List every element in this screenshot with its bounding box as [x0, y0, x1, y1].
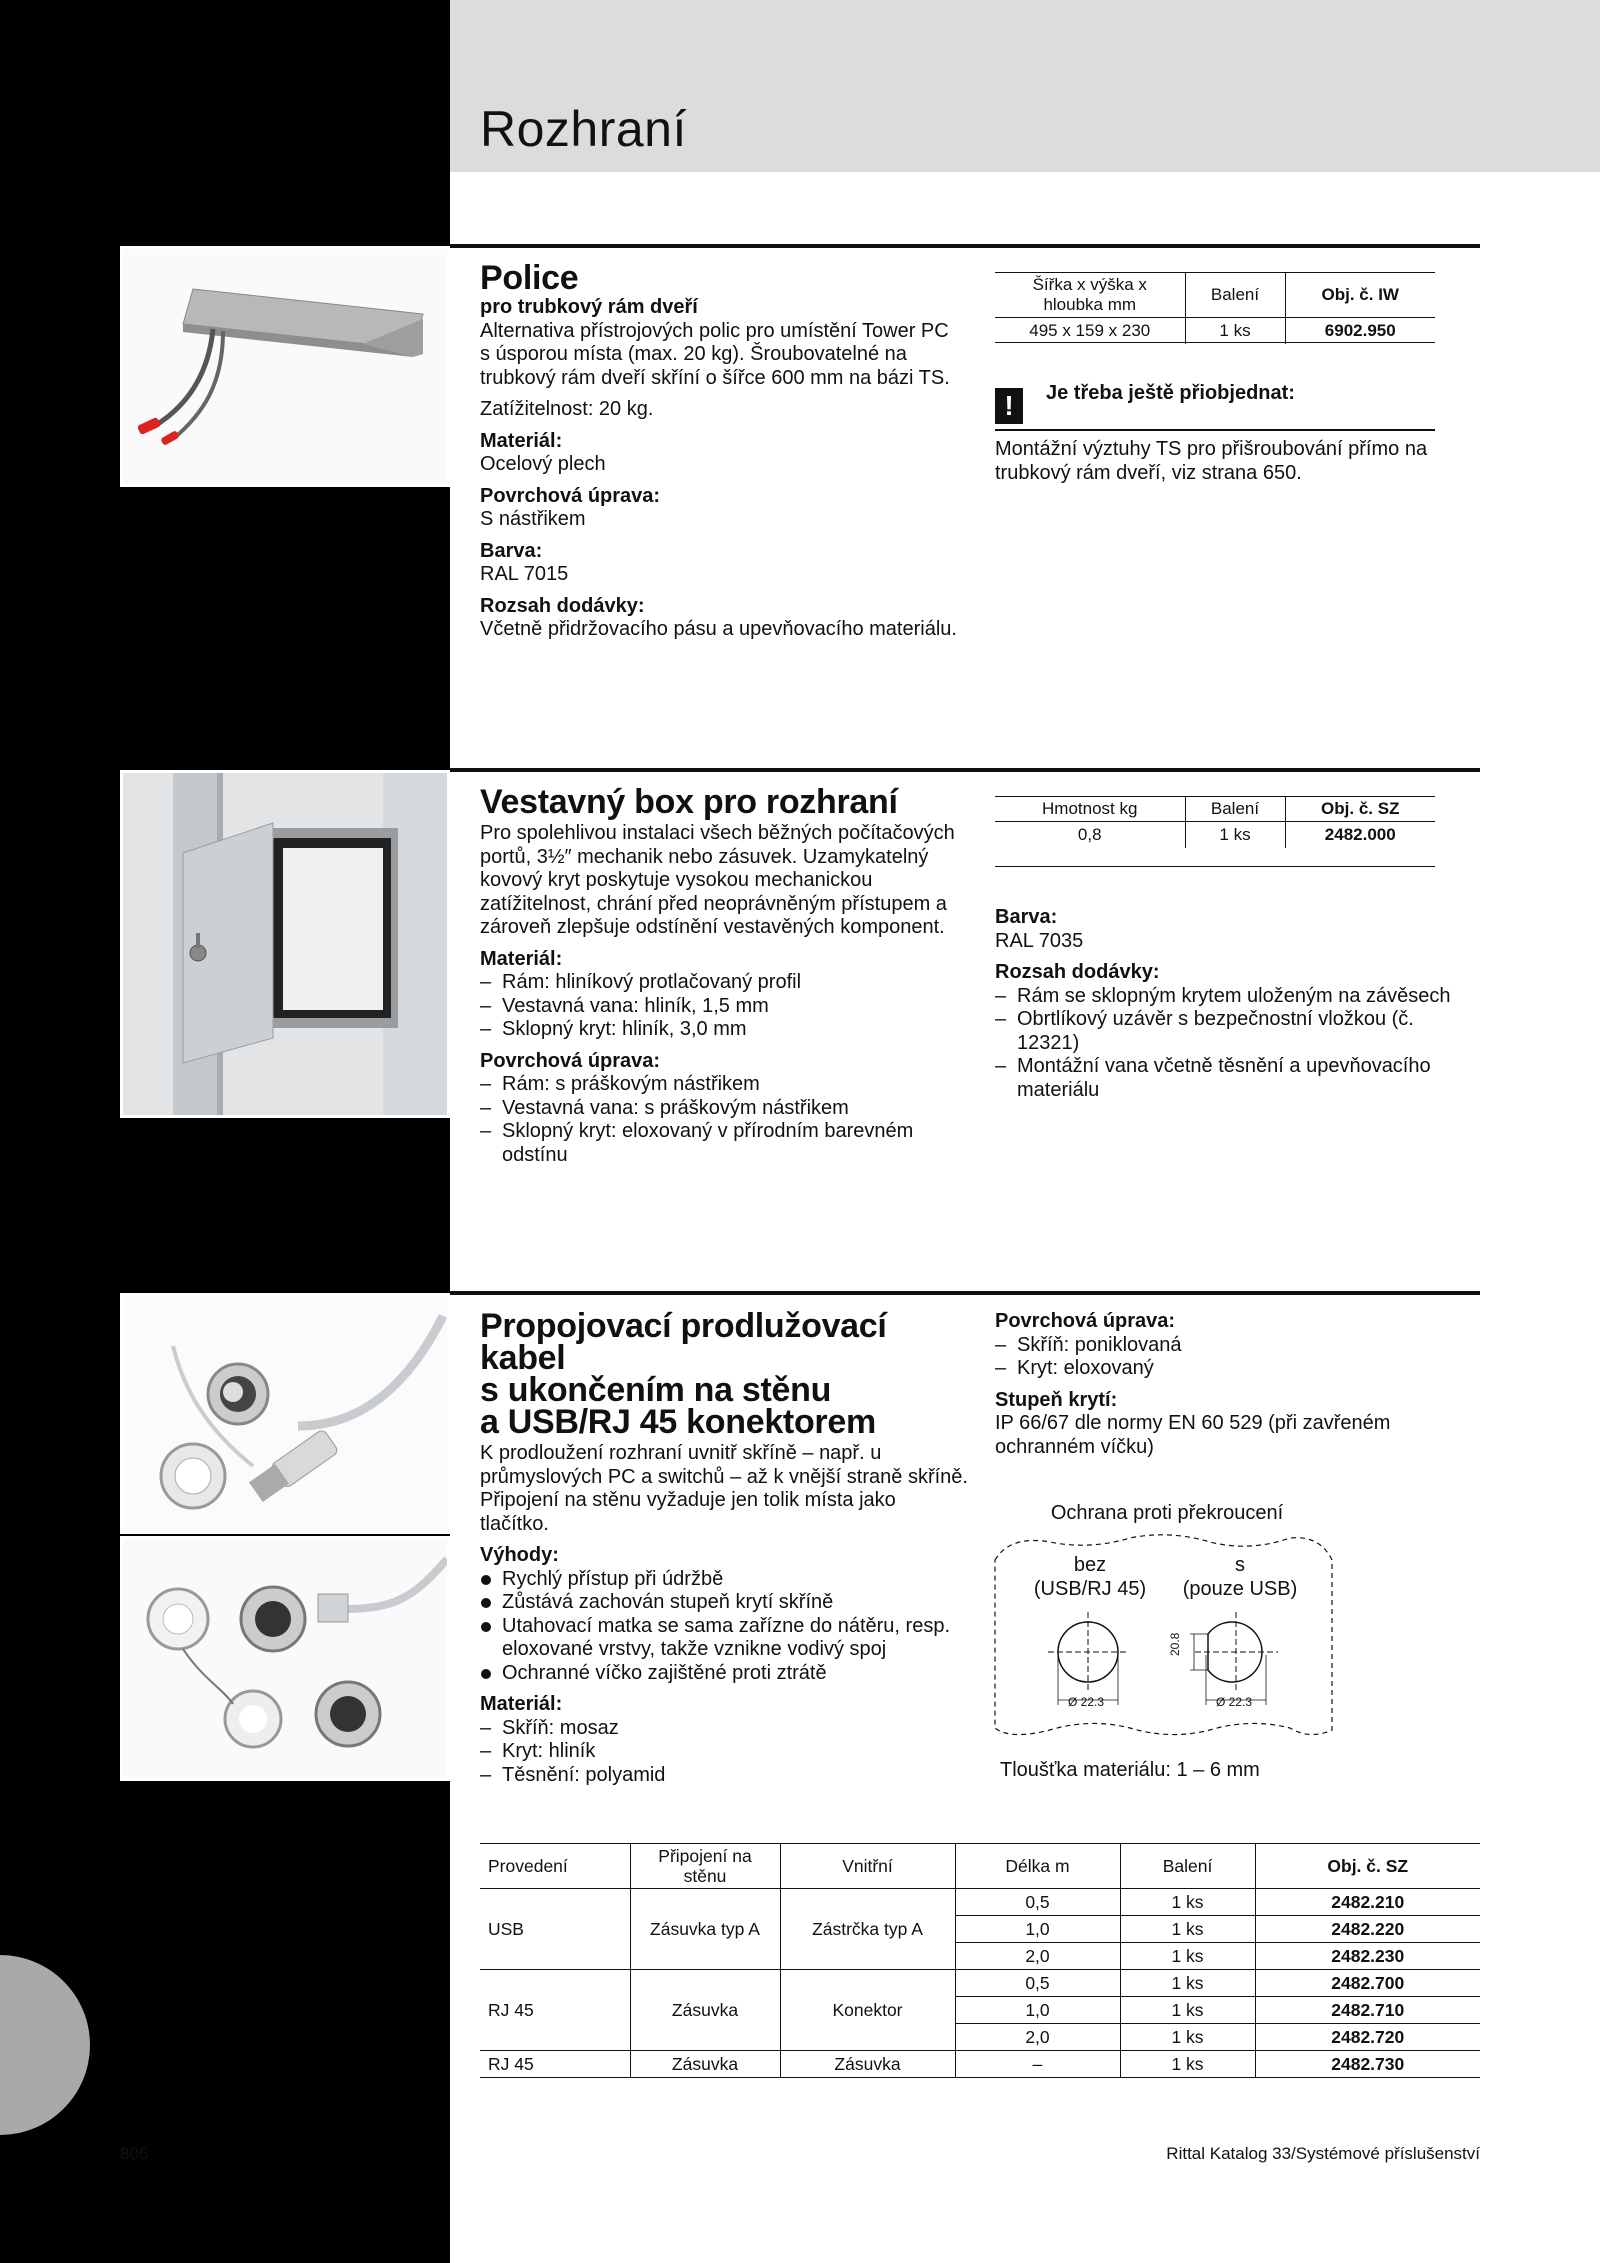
list-item: Rychlý přístup při údržbě	[480, 1568, 970, 1592]
table-cell: 1 ks	[1185, 318, 1285, 345]
section2-material-label: Materiál:	[480, 947, 563, 970]
table-cell: RJ 45	[480, 1970, 630, 2051]
warning-icon: !	[995, 388, 1023, 424]
table-header: Délka m	[955, 1844, 1120, 1889]
section1-color-label: Barva:	[480, 539, 543, 562]
table-header: Obj. č. SZ	[1285, 797, 1435, 822]
table-cell: 0,8	[995, 822, 1185, 849]
diagram-left-label-2: (USB/RJ 45)	[1033, 1577, 1147, 1600]
diagram-right-label-2: (pouze USB)	[1182, 1577, 1298, 1600]
table-cell: Zásuvka	[780, 2051, 955, 2078]
order-note-text: Montážní výztuhy TS pro přišroubování přímo na trubkový rám dveří, viz strana 650.	[995, 438, 1428, 484]
usb-cable-photo	[120, 1293, 450, 1534]
table-cell: 1 ks	[1120, 1943, 1255, 1970]
table-cell: 1 ks	[1120, 1916, 1255, 1943]
cable-order-table	[480, 1843, 1480, 2078]
diagram-right-label	[1165, 1554, 1315, 1601]
table-cell: 2,0	[955, 2024, 1120, 2051]
section1-description: Alternativa přístrojových polic pro umístění Tower PC s úsporou místa (max. 20 kg). Šroubovatelné na trubkový rám dveří skříní o šířce 600 mm na bázi TS.	[480, 319, 950, 389]
table-cell: 1 ks	[1120, 2024, 1255, 2051]
section2-spec-table	[995, 796, 1435, 848]
footer-catalog-text: Rittal Katalog 33/Systémové příslušenství	[1166, 2144, 1480, 2163]
table-cell: 1 ks	[1120, 2051, 1255, 2078]
section-rule-3	[450, 1291, 1480, 1295]
section2-title: Vestavný box pro rozhraní	[480, 783, 898, 821]
list-item: Zůstává zachován stupeň krytí skříně	[480, 1591, 970, 1615]
diagram-thickness: Tloušťka materiálu: 1 – 6 mm	[1000, 1759, 1260, 1781]
table-header: Šířka x výška x hloubka mm	[995, 273, 1185, 318]
section2-scope-label: Rozsah dodávky:	[995, 961, 1160, 983]
table-cell: 2482.230	[1255, 1943, 1480, 1970]
section2-surface-label: Povrchová úprava:	[480, 1049, 661, 1072]
table-header: Provedení	[480, 1844, 630, 1889]
section3-protection-value: IP 66/67 dle normy EN 60 529 (při zavřeném ochranném víčku)	[995, 1412, 1391, 1458]
section3-title-line: s ukončením na stěnu	[480, 1371, 832, 1409]
section1-subtitle: pro trubkový rám dveří	[480, 296, 698, 318]
section-rule-2	[450, 768, 1480, 772]
table-header: Balení	[1185, 797, 1285, 822]
page-title: Rozhraní	[480, 101, 687, 157]
table-cell: 2482.700	[1255, 1970, 1480, 1997]
table-bottom-rule	[995, 866, 1435, 867]
table-cell: 2482.730	[1255, 2051, 1480, 2078]
section1-load: Zatížitelnost: 20 kg.	[480, 398, 654, 420]
list-item: Ochranné víčko zajištěné proti ztrátě	[480, 1662, 970, 1686]
list-item: – Kryt: hliník	[480, 1740, 970, 1764]
list-item: – Těsnění: polyamid	[480, 1764, 970, 1788]
diagram-left-label-1: bez	[1073, 1554, 1107, 1576]
list-item: Utahovací matka se sama zaříznе do nátěru, resp. eloxované vrstvy, takže vznikne vodivý spoj	[480, 1615, 970, 1662]
table-cell: USB	[480, 1889, 630, 1970]
list-item: – Rám: s práškovým nástřikem	[480, 1073, 960, 1097]
list-item: – Vestavná vana: hliník, 1,5 mm	[480, 995, 960, 1019]
diagram-dim-right: Ø 22.3	[1216, 1695, 1253, 1709]
section3-title-line: Propojovací prodlužovací kabel	[480, 1307, 887, 1377]
diagram-left-label	[1020, 1554, 1160, 1601]
table-cell: Zástrčka typ A	[780, 1889, 955, 1970]
section3-right-text	[995, 1310, 1475, 1459]
table-row	[480, 1970, 1480, 1997]
table-cell: 1,0	[955, 1997, 1120, 2024]
section1-surface-value: S nástřikem	[480, 508, 586, 530]
list-item: – Sklopný kryt: hliník, 3,0 mm	[480, 1018, 960, 1042]
section2-scope-list	[995, 985, 1475, 1103]
section3-description: K prodloužení rozhraní uvnitř skříně – např. u průmyslových PC a switchů – až k vnější straně skříně. Připojení na stěnu vyžaduje jen tolik místa jako tlačítko.	[480, 1442, 968, 1535]
table-cell: 1 ks	[1120, 1997, 1255, 2024]
list-item: – Rám: hliníkový protlačovaný profil	[480, 971, 960, 995]
table-cell: 2482.220	[1255, 1916, 1480, 1943]
section1-surface-label: Povrchová úprava:	[480, 484, 661, 507]
section3-material-label: Materiál:	[480, 1693, 563, 1715]
section3-title-line: a USB/RJ 45 konektorem	[480, 1403, 876, 1441]
table-cell: –	[955, 2051, 1120, 2078]
section3-protection-label: Stupeň krytí:	[995, 1388, 1118, 1411]
section3-benefits-list	[480, 1568, 970, 1686]
table-cell: 1 ks	[1120, 1970, 1255, 1997]
table-cell: Zásuvka	[630, 1970, 780, 2051]
section2-text	[480, 783, 960, 1167]
section2-surface-list	[480, 1073, 960, 1167]
table-cell: 6902.950	[1285, 318, 1435, 345]
table-cell: 2482.710	[1255, 1997, 1480, 2024]
section3-surface-list	[995, 1334, 1475, 1381]
diagram-dim-height: 20.8	[1168, 1632, 1182, 1656]
section1-material-label: Materiál:	[480, 429, 563, 452]
section-rule-1	[450, 244, 1480, 248]
section3-material-list	[480, 1717, 970, 1788]
list-item: – Skříň: mosaz	[480, 1717, 970, 1741]
section1-color-value: RAL 7015	[480, 563, 569, 585]
section1-title: Police	[480, 259, 579, 297]
table-cell: 2482.210	[1255, 1889, 1480, 1916]
section3-text	[480, 1307, 970, 1787]
table-cell: 0,5	[955, 1970, 1120, 1997]
table-cell: 2482.000	[1285, 822, 1435, 849]
list-item: – Obrtlíkový uzávěr s bezpečnostní vložkou (č. 12321)	[995, 1008, 1475, 1055]
section2-material-list	[480, 971, 960, 1042]
section1-scope-label: Rozsah dodávky:	[480, 594, 645, 617]
table-cell: 2482.720	[1255, 2024, 1480, 2051]
diagram-dim-left: Ø 22.3	[1068, 1695, 1105, 1709]
list-item: – Rám se sklopným krytem uloženým na závěsech	[995, 985, 1475, 1009]
table-cell: RJ 45	[480, 2051, 630, 2078]
section1-spec-table	[995, 272, 1435, 344]
section2-color-value: RAL 7035	[995, 929, 1084, 952]
diagram-title: Ochrana proti překroucení	[1050, 1502, 1284, 1524]
section1-scope-value: Včetně přidržovacího pásu a upevňovacího materiálu.	[480, 618, 957, 640]
table-header: Balení	[1120, 1844, 1255, 1889]
page-number: 806	[120, 2144, 149, 2163]
table-row	[995, 822, 1435, 849]
order-note-rule	[995, 429, 1435, 431]
table-cell: 0,5	[955, 1889, 1120, 1916]
table-header: Obj. č. IW	[1285, 273, 1435, 318]
table-cell: 1 ks	[1120, 1889, 1255, 1916]
shelf-photo	[120, 246, 450, 487]
section3-benefits-label: Výhody:	[480, 1544, 559, 1566]
list-item: – Kryt: eloxovaný	[995, 1357, 1475, 1381]
table-bottom-rule	[995, 342, 1435, 343]
section2-description: Pro spolehlivou instalaci všech běžných počítačových portů, 3½″ mechanik nebo zásuvek. Uzamykatelný kovový kryt poskytuje vysokou mechanickou zatížitelnost, chrání před neoprávněným přístupem a zároveň zlepšuje odstínění vestavěných komponent.	[480, 822, 955, 938]
table-cell: Zásuvka	[630, 2051, 780, 2078]
table-header: Balení	[1185, 273, 1285, 318]
table-cell: Konektor	[780, 1970, 955, 2051]
list-item: – Vestavná vana: s práškovým nástřikem	[480, 1097, 960, 1121]
table-row	[480, 1889, 1480, 1916]
table-row	[995, 318, 1435, 345]
table-cell: 495 x 159 x 230	[995, 318, 1185, 345]
rj45-cable-photo	[120, 1536, 450, 1781]
interface-box-photo	[120, 770, 450, 1118]
table-cell: 2,0	[955, 1943, 1120, 1970]
table-header: Hmotnost kg	[995, 797, 1185, 822]
list-item: – Montážní vana včetně těsnění a upevňovacího materiálu	[995, 1055, 1475, 1102]
section2-right-text	[995, 906, 1475, 1102]
table-cell: 1 ks	[1185, 822, 1285, 849]
table-header: Vnitřní	[780, 1844, 955, 1889]
diagram-right-label-1: s	[1235, 1554, 1245, 1576]
table-header: Připojení na stěnu	[630, 1844, 780, 1889]
section2-color-label: Barva:	[995, 906, 1058, 928]
table-cell: Zásuvka typ A	[630, 1889, 780, 1970]
order-note-label: Je třeba ještě přiobjednat:	[1046, 382, 1295, 404]
section1-material-value: Ocelový plech	[480, 453, 606, 475]
table-cell: 1,0	[955, 1916, 1120, 1943]
section3-surface-label: Povrchová úprava:	[995, 1310, 1176, 1332]
list-item: – Skříň: poniklovaná	[995, 1334, 1475, 1358]
table-header: Obj. č. SZ	[1255, 1844, 1480, 1889]
section1-text	[480, 259, 960, 642]
list-item: – Sklopný kryt: eloxovaný v přírodním barevném odstínu	[480, 1120, 960, 1167]
table-row	[480, 2051, 1480, 2078]
